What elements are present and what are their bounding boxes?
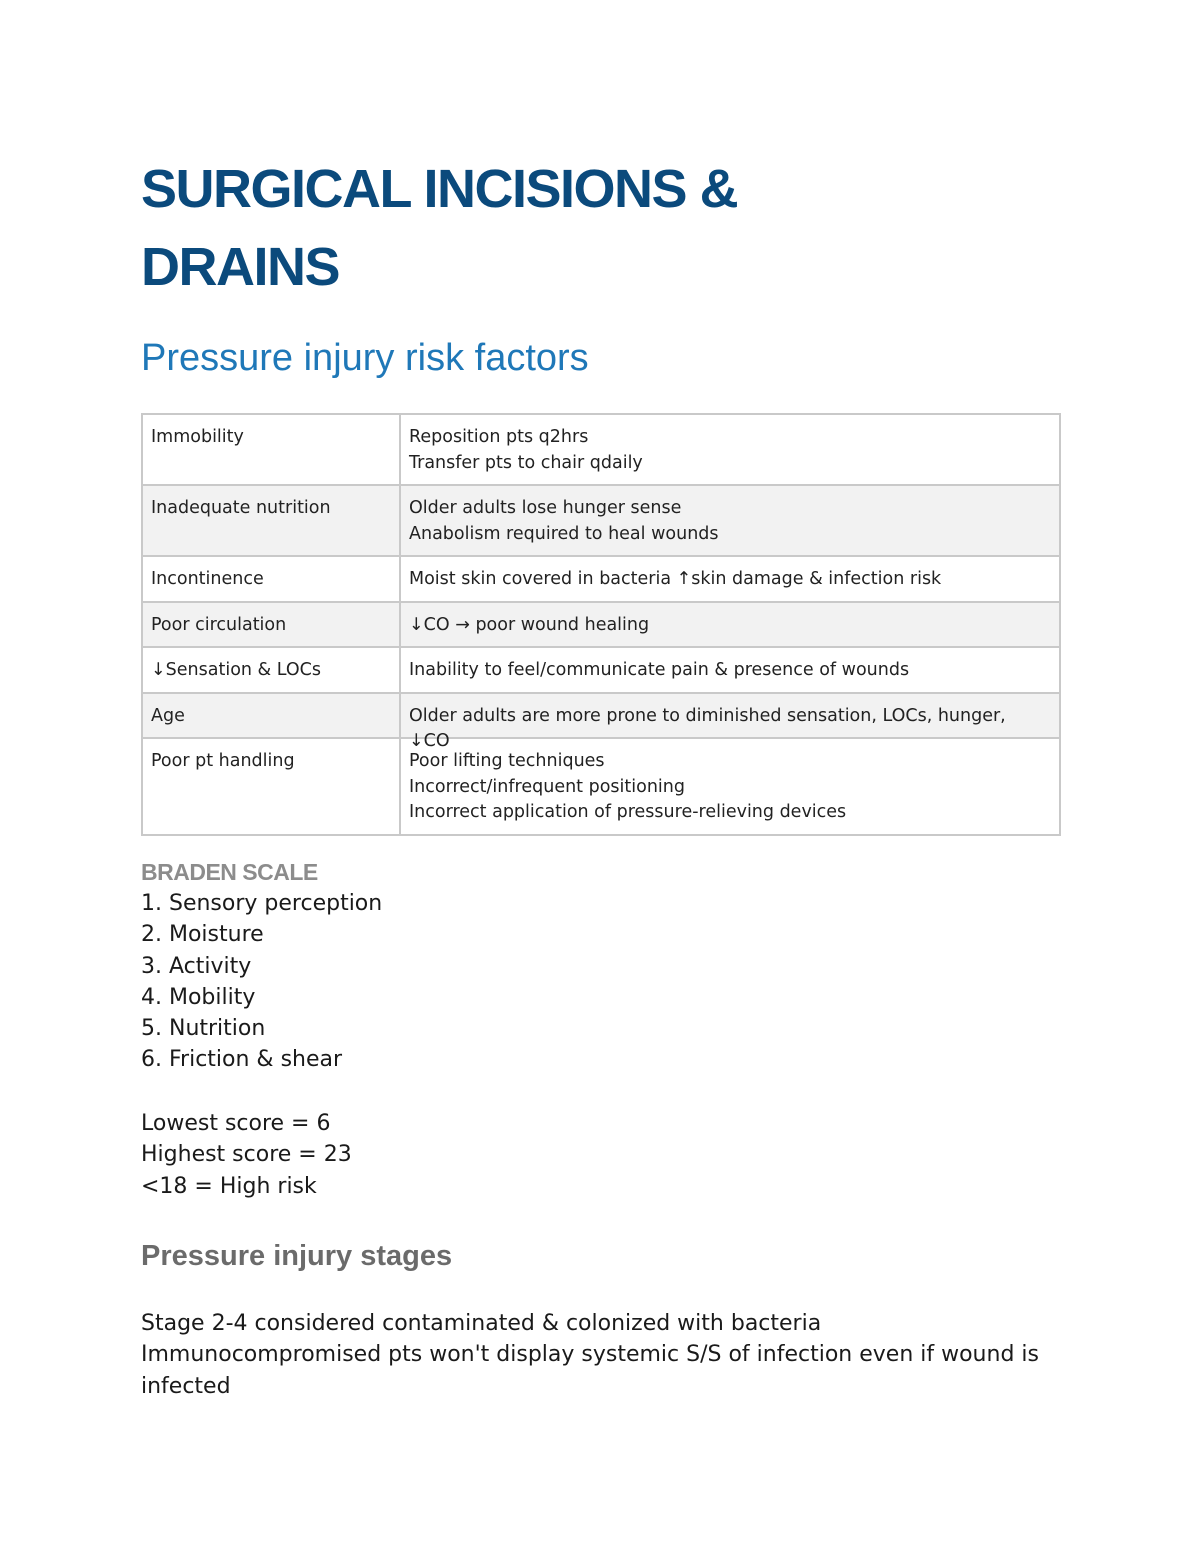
risk-factor-name: Immobility <box>151 427 244 447</box>
risk-detail-cell <box>400 556 1060 602</box>
risk-factor-cell <box>142 556 400 602</box>
braden-scale-heading: BRADEN SCALE <box>141 859 318 885</box>
risk-factor-cell <box>142 738 400 835</box>
risk-factor-cell <box>142 414 400 485</box>
stages-line: Stage 2-4 considered contaminated & colonized with bacteria <box>141 1311 822 1336</box>
pressure-injury-stages-text <box>141 1308 1061 1402</box>
pressure-injury-stages-heading: Pressure injury stages <box>141 1240 453 1272</box>
table-row <box>142 693 1060 739</box>
document-title-line-2: DRAINS <box>141 237 340 297</box>
list-item: 6. Friction & shear <box>141 1047 343 1073</box>
risk-detail-line: Reposition pts q2hrs <box>409 427 589 447</box>
risk-detail-line: Incorrect application of pressure-relieving devices <box>409 802 847 822</box>
list-item: 2. Moisture <box>141 922 264 948</box>
list-item: 3. Activity <box>141 953 252 979</box>
score-line: Lowest score = 6 <box>141 1111 331 1136</box>
table-row <box>142 414 1060 485</box>
risk-factor-cell <box>142 485 400 556</box>
risk-detail-cell <box>400 602 1060 648</box>
risk-detail-line: Older adults lose hunger sense <box>409 498 682 518</box>
document-title-line-1: SURGICAL INCISIONS & <box>141 159 738 219</box>
risk-factor-cell <box>142 647 400 693</box>
risk-factor-name: Poor pt handling <box>151 751 295 771</box>
risk-detail-line: Poor lifting techniques <box>409 751 605 771</box>
risk-factors-table <box>141 413 1061 836</box>
risk-factor-cell <box>142 693 400 739</box>
list-item: 5. Nutrition <box>141 1016 266 1042</box>
table-row <box>142 556 1060 602</box>
risk-detail-line: Inability to feel/communicate pain & presence of wounds <box>409 660 910 680</box>
risk-detail-line: Transfer pts to chair qdaily <box>409 452 643 473</box>
risk-detail-line: ↓CO <box>409 731 450 751</box>
table-row <box>142 647 1060 693</box>
risk-detail-cell <box>400 485 1060 556</box>
risk-detail-cell <box>400 738 1060 835</box>
table-row <box>142 602 1060 648</box>
braden-scale-list <box>141 888 382 1076</box>
risk-detail-cell <box>400 693 1060 751</box>
score-line: <18 = High risk <box>141 1173 317 1199</box>
risk-detail-clip <box>409 704 1051 751</box>
risk-detail-line: ↓CO → poor wound healing <box>409 614 650 635</box>
risk-factor-name: Poor circulation <box>151 614 287 635</box>
score-line: Highest score = 23 <box>141 1142 352 1168</box>
risk-factor-name: Incontinence <box>151 569 264 589</box>
risk-detail-line: Older adults are more prone to diminished sensation, LOCs, hunger, <box>409 705 1006 726</box>
risk-factors-heading: Pressure injury risk factors <box>141 337 589 379</box>
risk-factor-name: ↓Sensation & LOCs <box>151 660 322 680</box>
document-title <box>141 150 941 306</box>
risk-detail-line: Anabolism required to heal wounds <box>409 523 719 544</box>
risk-detail-cell <box>400 647 1060 693</box>
list-item: 1. Sensory perception <box>141 891 383 916</box>
risk-detail-line: Incorrect/infrequent positioning <box>409 776 685 797</box>
risk-detail-line: Moist skin covered in bacteria ↑skin damage & infection risk <box>409 569 942 589</box>
table-row <box>142 485 1060 556</box>
stages-line: Immunocompromised pts won't display systemic S/S of infection even if wound is infected <box>141 1342 1039 1399</box>
risk-factor-name: Inadequate nutrition <box>151 498 331 518</box>
braden-scores <box>141 1108 352 1202</box>
list-item: 4. Mobility <box>141 984 256 1010</box>
risk-factor-cell <box>142 602 400 648</box>
table-row <box>142 738 1060 835</box>
risk-factor-name: Age <box>151 705 185 726</box>
risk-detail-cell <box>400 414 1060 485</box>
